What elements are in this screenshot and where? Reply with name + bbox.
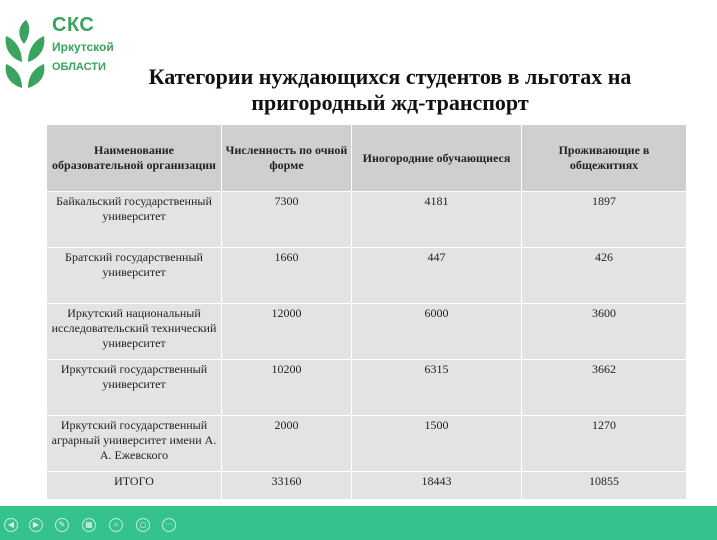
cell-organization: Иркутский национальный исследовательский технический университет xyxy=(47,304,222,360)
table-row xyxy=(47,304,687,360)
slides-button[interactable] xyxy=(82,518,96,532)
cell-dormitory: 3600 xyxy=(522,304,687,360)
slides-icon: ▦ xyxy=(85,520,93,529)
logo-text-oblast: ОБЛАСТИ xyxy=(52,61,106,73)
pointer-icon: ○ xyxy=(139,520,147,529)
prev-slide-button[interactable] xyxy=(4,518,18,532)
cell-fulltime: 2000 xyxy=(222,416,352,472)
table-row xyxy=(47,360,687,416)
cell-organization: Братский государственный университет xyxy=(47,248,222,304)
page-title-line1: Категории нуждающихся студентов в льготах на xyxy=(148,64,632,89)
data-table xyxy=(46,124,687,500)
total-label: ИТОГО xyxy=(47,472,222,500)
cell-fulltime: 7300 xyxy=(222,192,352,248)
next-icon: ▶ xyxy=(32,520,40,529)
cell-dormitory: 1270 xyxy=(522,416,687,472)
total-fulltime: 33160 xyxy=(222,472,352,500)
header-dormitory: Проживающие в общежитиях xyxy=(522,125,687,192)
pen-icon: ✎ xyxy=(58,520,66,529)
cell-fulltime: 1660 xyxy=(222,248,352,304)
logo-text-region: Иркутской xyxy=(52,40,114,54)
zoom-button[interactable] xyxy=(109,518,123,532)
table-header-row xyxy=(47,125,687,192)
more-icon: ··· xyxy=(165,520,173,529)
total-dormitory: 10855 xyxy=(522,472,687,500)
pointer-button[interactable] xyxy=(136,518,150,532)
table-row xyxy=(47,192,687,248)
pen-tool-button[interactable] xyxy=(55,518,69,532)
cell-fulltime: 10200 xyxy=(222,360,352,416)
footer-bar xyxy=(0,506,717,540)
cell-nonresident: 6000 xyxy=(352,304,522,360)
cell-dormitory: 1897 xyxy=(522,192,687,248)
cell-organization: Иркутский государственный университет xyxy=(47,360,222,416)
cell-dormitory: 426 xyxy=(522,248,687,304)
total-nonresident: 18443 xyxy=(352,472,522,500)
cell-dormitory: 3662 xyxy=(522,360,687,416)
table-row xyxy=(47,416,687,472)
zoom-icon: ⌕ xyxy=(113,520,119,529)
leaf-logo-icon xyxy=(0,14,50,94)
cell-nonresident: 4181 xyxy=(352,192,522,248)
header-organization: Наименование образовательной организации xyxy=(47,125,222,192)
page-title-line2: пригородный жд-транспорт xyxy=(251,90,529,115)
more-options-button[interactable] xyxy=(162,518,176,532)
header-fulltime: Численность по очной форме xyxy=(222,125,352,192)
cell-nonresident: 447 xyxy=(352,248,522,304)
cell-nonresident: 1500 xyxy=(352,416,522,472)
cell-nonresident: 6315 xyxy=(352,360,522,416)
logo-text-sks: СКС xyxy=(52,14,95,36)
table-total-row xyxy=(47,472,687,500)
cell-fulltime: 12000 xyxy=(222,304,352,360)
table-row xyxy=(47,248,687,304)
cell-organization: Иркутский государственный аграрный университет имени А. А. Ежевского xyxy=(47,416,222,472)
header-nonresident: Иногородние обучающиеся xyxy=(352,125,522,192)
prev-icon: ◀ xyxy=(7,520,15,529)
page-title xyxy=(100,64,680,116)
cell-organization: Байкальский государственный университет xyxy=(47,192,222,248)
next-slide-button[interactable] xyxy=(29,518,43,532)
